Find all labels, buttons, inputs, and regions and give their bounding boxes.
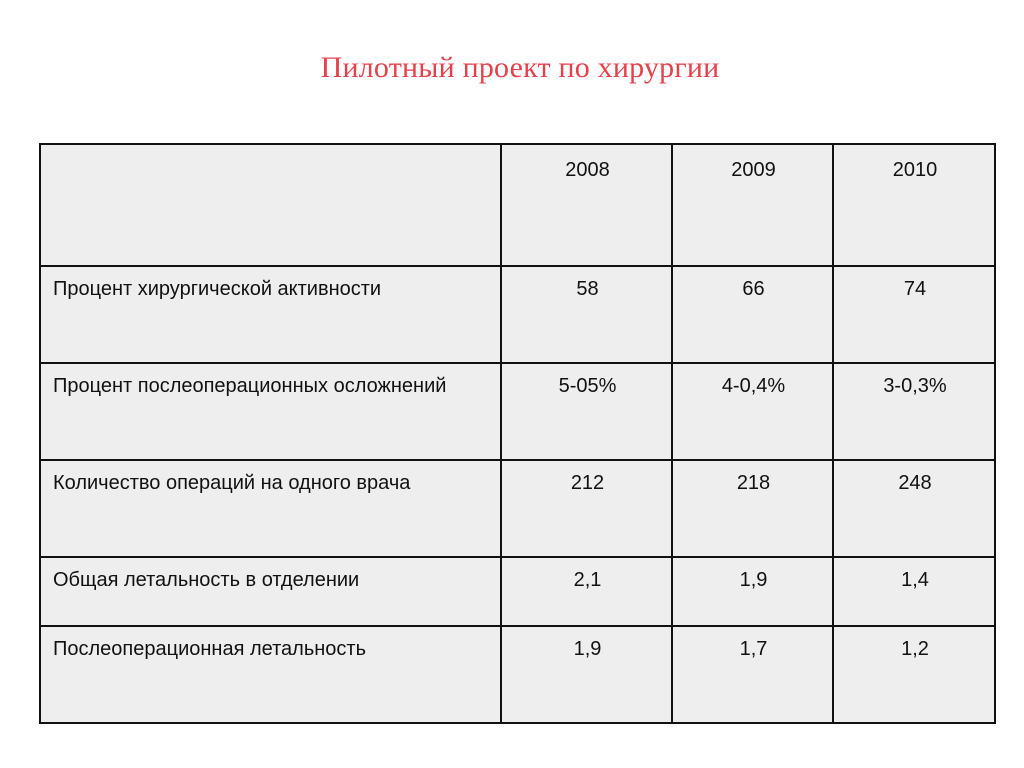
header-year-2009: 2009 <box>672 144 833 266</box>
cell-value: 66 <box>672 266 833 363</box>
slide-title: Пилотный проект по хирургии <box>320 51 720 84</box>
table-row <box>40 626 995 723</box>
data-table <box>39 143 996 724</box>
cell-value: 1,7 <box>672 626 833 723</box>
cell-value: 2,1 <box>501 557 672 626</box>
header-year-2010: 2010 <box>833 144 995 266</box>
cell-value: 212 <box>501 460 672 557</box>
row-label: Процент хирургической активности <box>40 266 501 363</box>
table-header-row <box>40 144 995 266</box>
header-corner-cell <box>40 144 501 266</box>
cell-value: 4-0,4% <box>672 363 833 460</box>
row-label: Общая летальность в отделении <box>40 557 501 626</box>
cell-value: 1,2 <box>833 626 995 723</box>
row-label: Послеоперационная летальность <box>40 626 501 723</box>
cell-value: 74 <box>833 266 995 363</box>
table-row <box>40 460 995 557</box>
row-label: Количество операций на одного врача <box>40 460 501 557</box>
table-row <box>40 557 995 626</box>
cell-value: 1,9 <box>672 557 833 626</box>
cell-value: 1,9 <box>501 626 672 723</box>
row-label: Процент послеоперационных осложнений <box>40 363 501 460</box>
cell-value: 5-05% <box>501 363 672 460</box>
header-year-2008: 2008 <box>501 144 672 266</box>
table-row <box>40 266 995 363</box>
cell-value: 218 <box>672 460 833 557</box>
table-row <box>40 363 995 460</box>
cell-value: 3-0,3% <box>833 363 995 460</box>
cell-value: 248 <box>833 460 995 557</box>
cell-value: 1,4 <box>833 557 995 626</box>
cell-value: 58 <box>501 266 672 363</box>
